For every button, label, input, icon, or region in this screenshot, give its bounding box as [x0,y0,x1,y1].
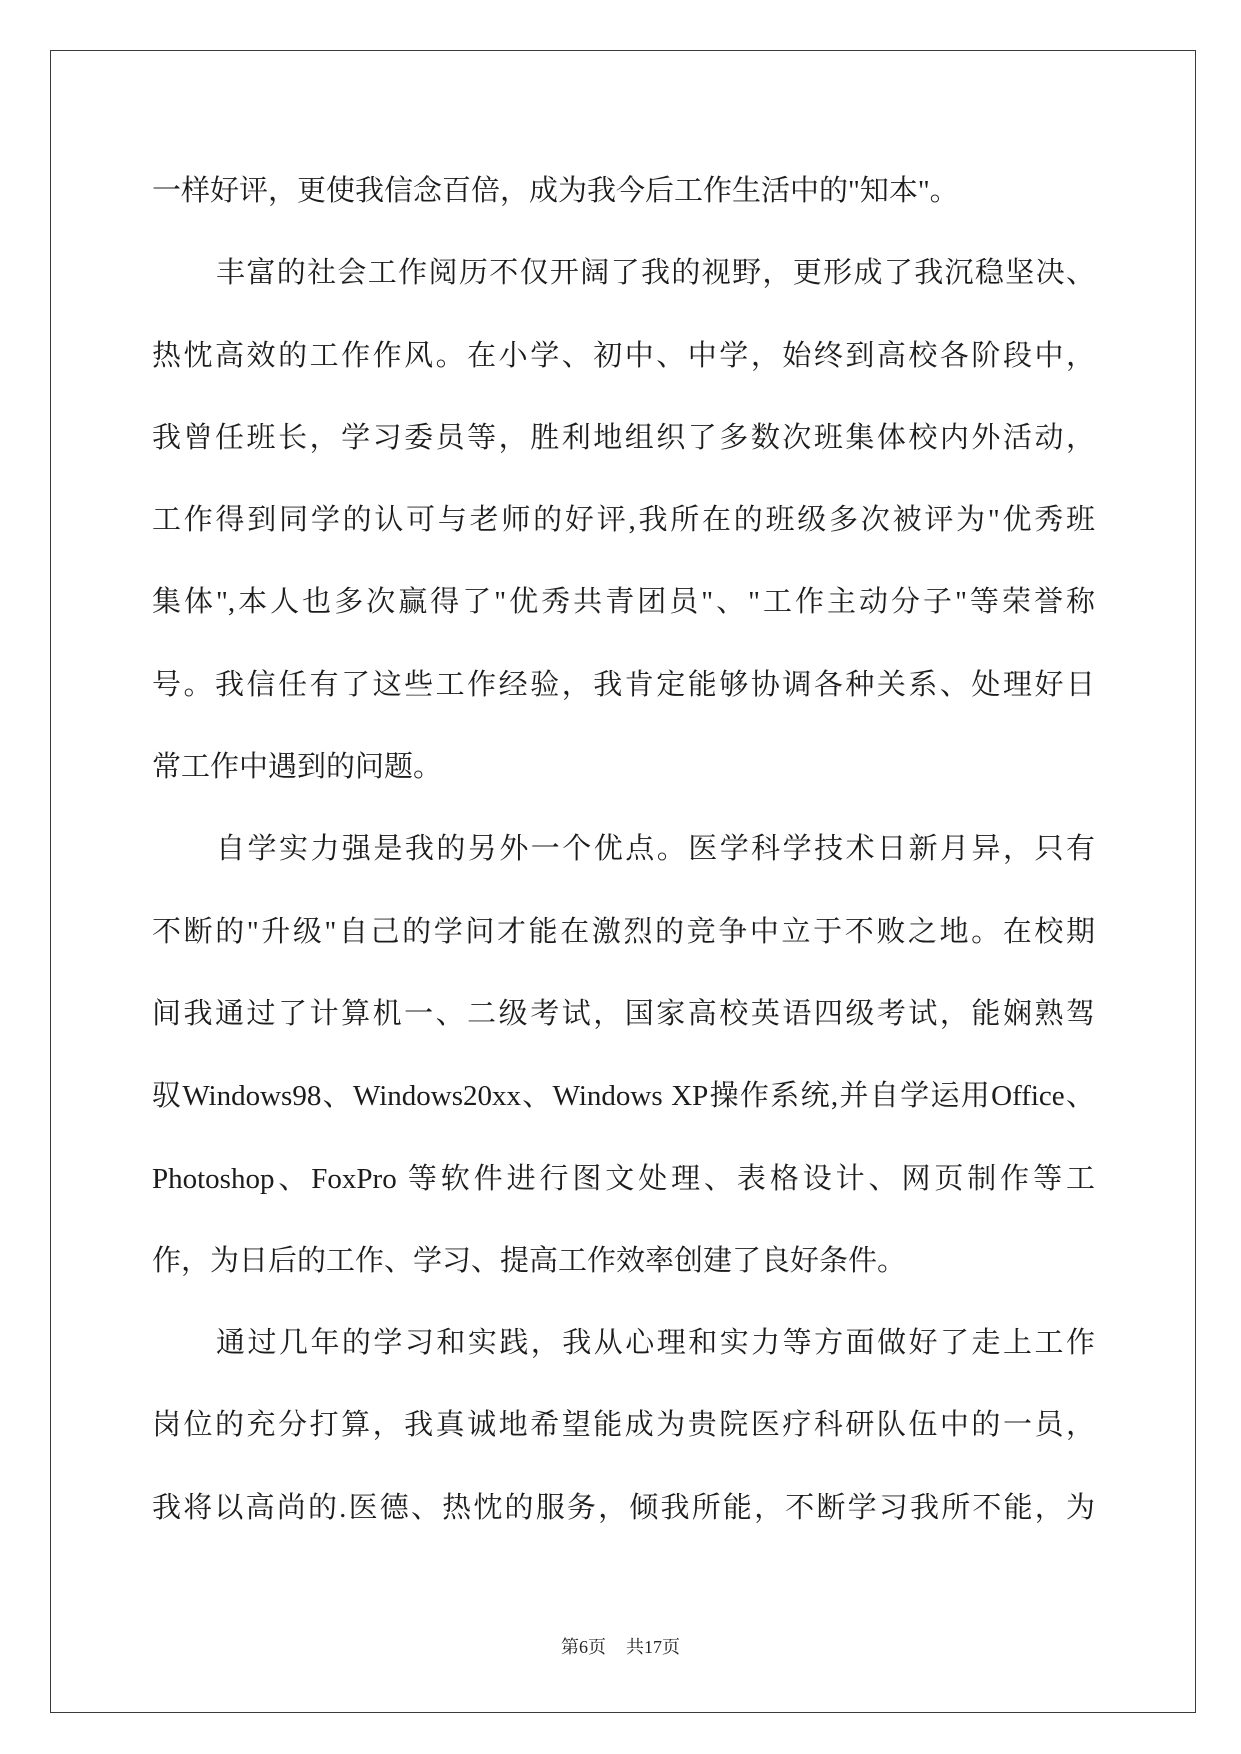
text-line: 常工作中遇到的问题。 [152,751,443,784]
text-line: 热忱高效的工作作风。在小学、初中、中学，始终到高校各阶段中， [152,339,1095,372]
text-line: 通过几年的学习和实践，我从心理和实力等方面做好了走上工作 [216,1327,1095,1360]
paragraph [152,1302,1095,1549]
text-line: 不断的"升级"自己的学问才能在激烈的竞争中立于不败之地。在校期 [152,915,1095,948]
page-footer [0,1634,1241,1660]
text-line: 一样好评，更使我信念百倍，成为我今后工作生活中的"知本"。 [152,175,959,207]
text-line: 工作得到同学的认可与老师的好评,我所在的班级多次被评为"优秀班 [152,504,1095,537]
page-number: 第6页 [561,1637,606,1657]
text-line: 我曾任班长，学习委员等，胜利地组织了多数次班集体校内外活动， [152,421,1095,454]
page-total: 共17页 [626,1637,680,1657]
text-line: 我将以高尚的.医德、热忱的服务，倾我所能，不断学习我所不能，为 [152,1491,1095,1524]
text-line: 自学实力强是我的另外一个优点。医学科学技术日新月异，只有 [216,833,1095,866]
text-line: 岗位的充分打算，我真诚地希望能成为贵院医疗科研队伍中的一员， [152,1409,1095,1442]
text-line: 丰富的社会工作阅历不仅开阔了我的视野，更形成了我沉稳坚决、 [216,257,1095,290]
text-line: 作，为日后的工作、学习、提高工作效率创建了良好条件。 [152,1244,907,1277]
text-line: 驭Windows98、Windows20xx、Windows XP操作系统,并自学运用Office、 [152,1080,1095,1113]
paragraph [152,232,1095,808]
paragraph [152,150,1095,232]
text-line: 号。我信任有了这些工作经验，我肯定能够协调各种关系、处理好日 [152,668,1095,701]
paragraph [152,808,1095,1302]
document-body [152,150,1095,1549]
text-line: 集体",本人也多次赢得了"优秀共青团员"、"工作主动分子"等荣誉称 [152,586,1095,619]
text-line: 间我通过了计算机一、二级考试，国家高校英语四级考试，能娴熟驾 [152,997,1095,1030]
text-line: Photoshop、FoxPro 等软件进行图文处理、表格设计、网页制作等工 [152,1162,1095,1195]
